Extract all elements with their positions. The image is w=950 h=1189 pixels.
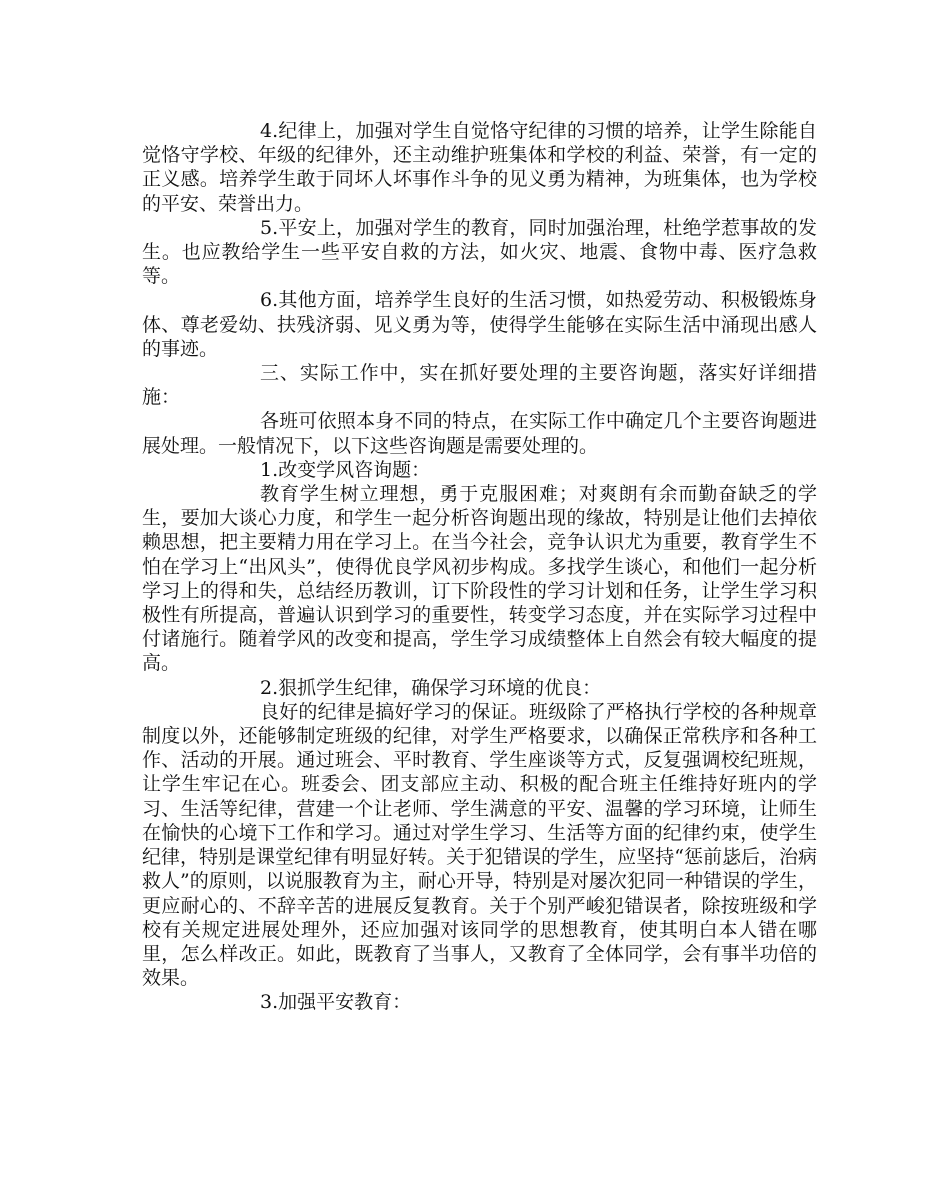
paragraph-class-problems: 各班可依照本身不同的特点，在实际工作中确定几个主要咨询题进展处理。一般情况下，以下这些咨询题是需要处理的。: [142, 410, 817, 457]
subheading-study-style: 1.改变学风咨询题：: [260, 458, 431, 481]
paragraph-study-style: 教育学生树立理想，勇于克服困难；对爽朗有余而勤奋缺乏的学生，要加大谈心力度，和学生一起分析咨询题出现的缘故，特别是让他们去掉依赖思想，把主要精力用在学习上。在当今社会，竞争认识尤为重要，教育学生不怕在学习上“出风头”，使得优良学风初步构成。多找学生谈心，和他们一起分析学习上的得和失，总结经历教训，订下阶段性的学习计划和任务，让学生学习积极性有所提高，普遍认识到学习的重要性，转变学习态度，并在实际学习过程中付诸施行。随着学风的改变和提高，学生学习成绩整体上自然会有较大幅度的提高。: [142, 483, 817, 675]
subheading-discipline: 2.狠抓学生纪律，确保学习环境的优良：: [260, 676, 602, 699]
subheading-safety-education: 3.加强平安教育：: [260, 991, 412, 1014]
paragraph-discipline-measures: 良好的纪律是搞好学习的保证。班级除了严格执行学校的各种规章制度以外，还能够制定班级的纪律，对学生严格要求，以确保正常秩序和各种工作、活动的开展。通过班会、平时教育、学生座谈等方式，反复强调校纪班规，让学生牢记在心。班委会、团支部应主动、积极的配合班主任维持好班内的学习、生活等纪律，营建一个让老师、学生满意的平安、温馨的学习环境，让师生在愉快的心境下工作和学习。通过对学生学习、生活等方面的纪律约束，使学生纪律，特别是课堂纪律有明显好转。关于犯错误的学生，应坚持“惩前毖后，治病救人”的原则，以说服教育为主，耐心开导，特别是对屡次犯同一种错误的学生，更应耐心的、不辞辛苦的进展反复教育。关于个别严峻犯错误者，除按班级和学校有关规定进展处理外，还应加强对该同学的思想教育，使其明白本人错在哪里，怎么样改正。如此，既教育了当事人，又教育了全体同学，会有事半功倍的效果。: [142, 700, 817, 990]
section-heading-three: 三、实际工作中，实在抓好要处理的主要咨询题，落实好详细措施：: [142, 362, 817, 409]
document-body: [142, 119, 817, 1015]
paragraph-other-aspects: 6.其他方面，培养学生良好的生活习惯，如热爱劳动、积极锻炼身体、尊老爱幼、扶残济弱、见义勇为等，使得学生能够在实际生活中涌现出感人的事迹。: [142, 289, 817, 360]
paragraph-discipline: 4.纪律上，加强对学生自觉恪守纪律的习惯的培养，让学生除能自觉恪守学校、年级的纪律外，还主动维护班集体和学校的利益、荣誉，有一定的正义感。培养学生敢于同坏人坏事作斗争的见义勇为精神，为班集体，也为学校的平安、荣誉出力。: [142, 120, 817, 215]
paragraph-safety: 5.平安上，加强对学生的教育，同时加强治理，杜绝学惹事故的发生。也应教给学生一些平安自救的方法，如火灾、地震、食物中毒、医疗急救等。: [142, 216, 817, 288]
